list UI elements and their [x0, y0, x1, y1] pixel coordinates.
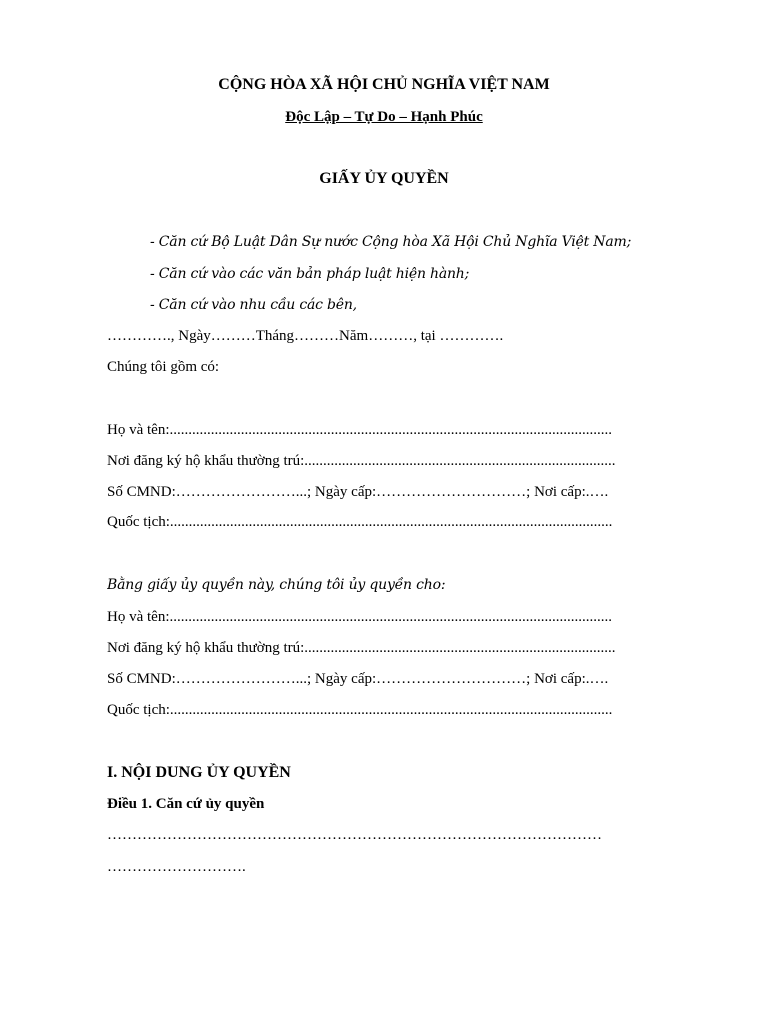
section-heading: I. NỘI DUNG ỦY QUYỀN — [107, 764, 291, 781]
party-b-nationality-field: Quốc tịch:...................................................................................................................... — [107, 702, 613, 718]
basis-parties-needs: - Căn cứ vào nhu cầu các bên, — [150, 297, 357, 313]
party-a-nationality-field: Quốc tịch:...................................................................................................................... — [107, 514, 613, 530]
party-b-id-field: Số CMND:……………………...; Ngày cấp:…………………………; Nơi cấp:.…. — [107, 671, 609, 687]
party-b-name-field: Họ và tên:...................................................................................................................... — [107, 609, 612, 625]
article-1-heading: Điều 1. Căn cứ ủy quyền — [107, 796, 265, 812]
basis-civil-code: - Căn cứ Bộ Luật Dân Sự nước Cộng hòa Xã Hội Chủ Nghĩa Việt Nam; — [150, 234, 632, 250]
document-title: GIẤY ỦY QUYỀN — [319, 170, 449, 187]
party-b-residence-field: Nơi đăng ký hộ khẩu thường trú:................................................................................... — [107, 640, 616, 656]
party-a-id-field: Số CMND:……………………...; Ngày cấp:…………………………; Nơi cấp:.…. — [107, 484, 609, 500]
article-1-fill-line-2: ………………………. — [107, 859, 246, 875]
country-header: CỘNG HÒA XÃ HỘI CHỦ NGHĨA VIỆT NAM — [218, 76, 550, 93]
date-place-line: …………., Ngày………Tháng………Năm………, tại …………. — [107, 328, 504, 344]
party-a-residence-field: Nơi đăng ký hộ khẩu thường trú:................................................................................... — [107, 453, 616, 469]
parties-intro: Chúng tôi gồm có: — [107, 359, 220, 375]
article-1-fill-line: ……………………………………………………………………………………… — [107, 827, 602, 843]
motto: Độc Lập – Tự Do – Hạnh Phúc — [285, 109, 483, 125]
basis-current-law: - Căn cứ vào các văn bản pháp luật hiện hành; — [150, 266, 470, 282]
authorization-intro: Bằng giấy ủy quyền này, chúng tôi ủy quyền cho: — [107, 577, 446, 593]
party-a-name-field: Họ và tên:...................................................................................................................... — [107, 422, 612, 438]
